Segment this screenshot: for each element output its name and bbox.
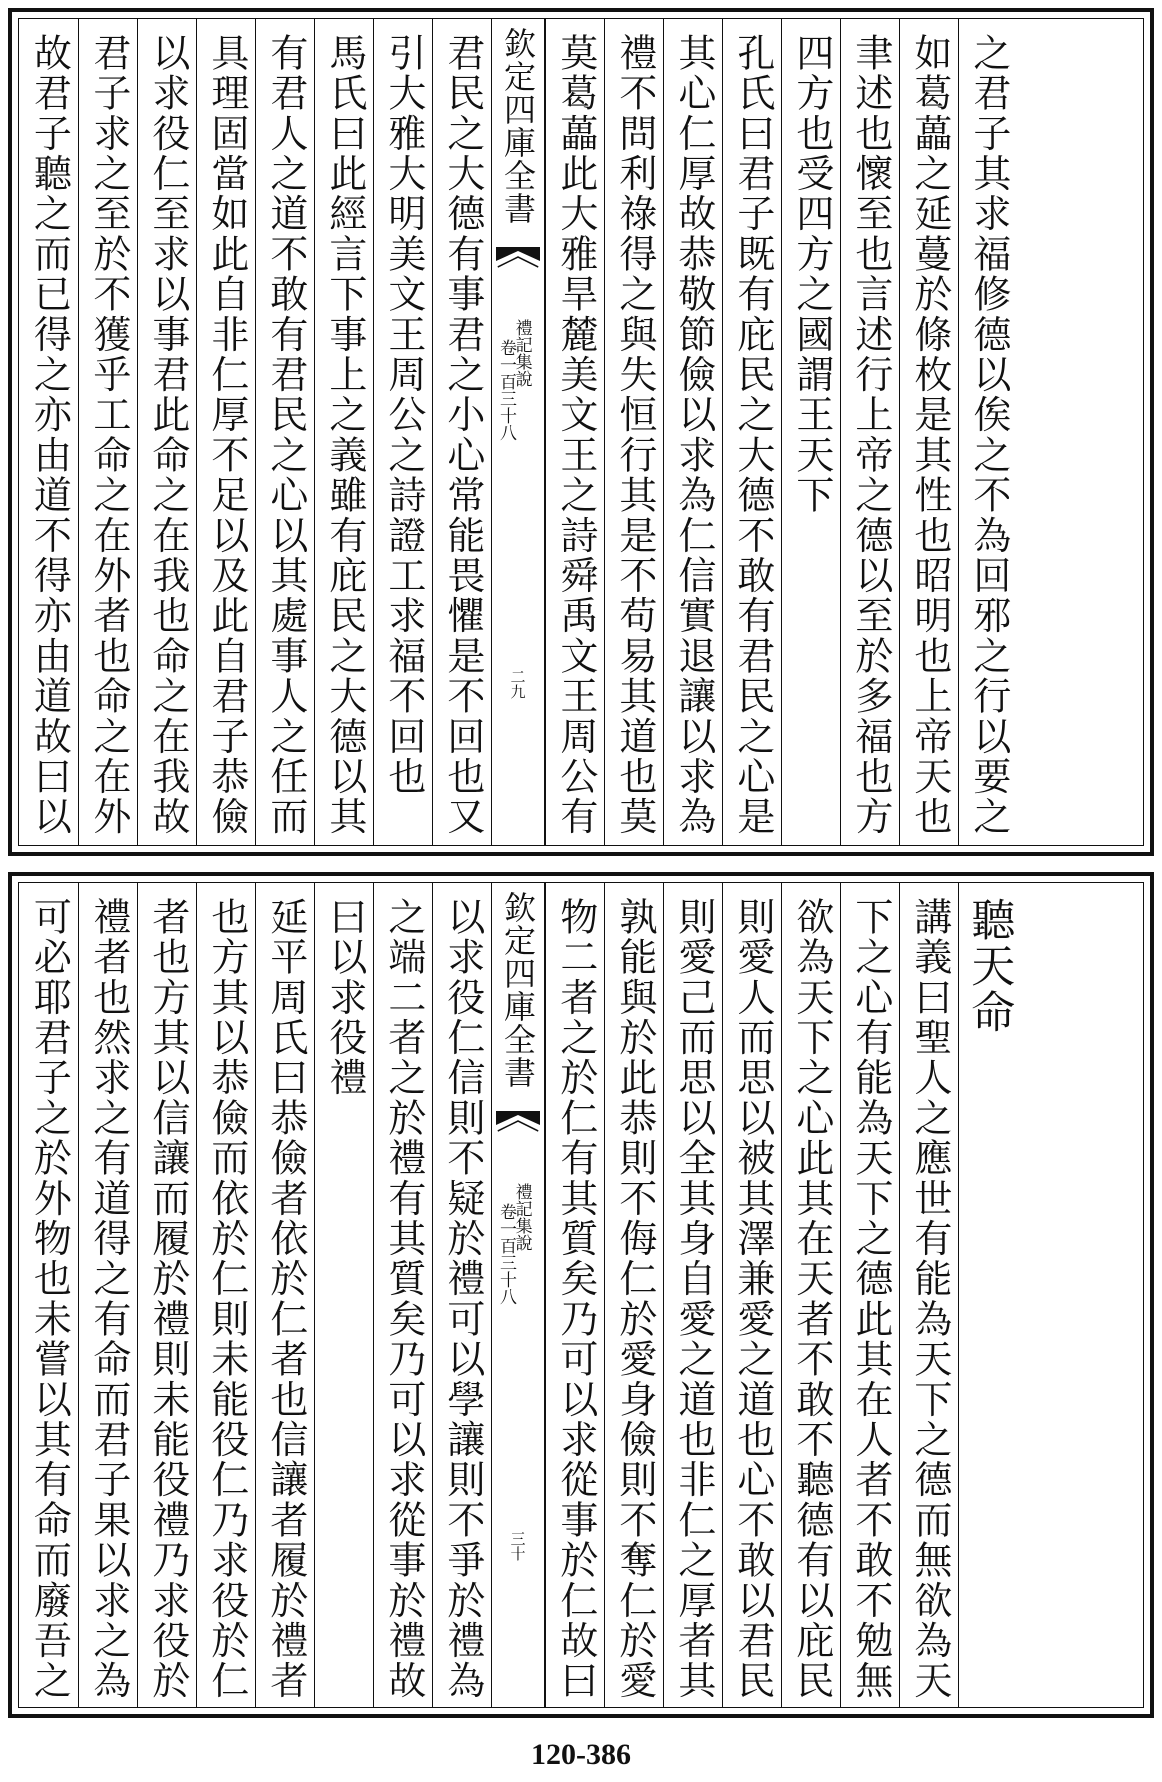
column-text: 講義曰聖人之應世有能為天下之德而無欲為天	[907, 897, 952, 1701]
text-column	[314, 883, 373, 1707]
column-text: 可必耶君子之於外物也未嘗以其有命而廢吾之	[27, 897, 72, 1701]
page-number: 120-386	[531, 1738, 631, 1771]
text-column	[899, 19, 958, 845]
text-column	[604, 19, 663, 845]
book-title: 禮記集說	[511, 319, 532, 387]
text-column	[781, 19, 840, 845]
text-column	[545, 883, 604, 1707]
column-text: 禮不問利祿得之與失恒行其是不苟易其道也莫	[612, 33, 657, 837]
column-text: 聿述也懷至也言述行上帝之德以至於多福也方	[848, 33, 893, 837]
leaf-number: 三十	[508, 1531, 527, 1561]
collection-title: 欽定四庫全書	[499, 891, 537, 1089]
text-column	[78, 883, 137, 1707]
text-column	[432, 19, 491, 845]
column-text: 其心仁厚故恭敬節儉以求為仁信實退讓以求為	[671, 33, 716, 837]
page-top-columns	[19, 19, 1143, 845]
center-header	[491, 19, 545, 845]
text-column	[604, 883, 663, 1707]
text-column	[545, 19, 604, 845]
column-text: 則愛己而思以全其身自愛之道也非仁之厚者其	[671, 897, 716, 1701]
column-text: 以求役仁信則不疑於禮可以學讓則不爭於禮為	[440, 897, 485, 1701]
text-column	[958, 19, 1017, 845]
column-text: 以求役仁至求以事君此命之在我也命之在我故	[145, 33, 190, 837]
column-text: 孰能與於此恭則不侮仁於愛身儉則不奪仁於愛	[612, 897, 657, 1701]
column-text: 莫葛藟此大雅旱麓美文王之詩舜禹文王周公有	[553, 33, 598, 837]
text-column	[958, 883, 1017, 1707]
leaf-number: 二九	[508, 669, 527, 699]
text-column	[255, 883, 314, 1707]
column-text: 曰以求役禮	[322, 897, 367, 1098]
text-column	[19, 19, 78, 845]
collection-title: 欽定四庫全書	[499, 27, 537, 225]
text-column	[373, 883, 432, 1707]
fish-tail-mark-icon	[496, 1111, 540, 1137]
text-column	[19, 883, 78, 1707]
text-column	[781, 883, 840, 1707]
text-column	[137, 19, 196, 845]
column-text: 者也方其以信讓而履於禮則未能役禮乃求役於	[145, 897, 190, 1701]
text-column	[196, 883, 255, 1707]
text-column	[722, 19, 781, 845]
column-text: 如葛藟之延蔓於條枚是其性也昭明也上帝天也	[907, 33, 952, 837]
column-text: 也方其以恭儉而依於仁則未能役仁乃求役於仁	[204, 897, 249, 1701]
column-text: 孔氏曰君子既有庇民之大德不敢有君民之心是	[730, 33, 775, 837]
section-heading: 聽天命	[963, 897, 1015, 1035]
page-bottom-frame	[18, 882, 1144, 1708]
column-text: 有君人之道不敢有君民之心以其處事人之任而	[263, 33, 308, 837]
text-column	[137, 883, 196, 1707]
text-column	[314, 19, 373, 845]
book-title: 禮記集說	[511, 1183, 532, 1251]
column-text: 具理固當如此自非仁厚不足以及此自君子恭儉	[204, 33, 249, 837]
text-column	[78, 19, 137, 845]
volume-number: 卷一百三十八	[496, 1203, 517, 1305]
text-column	[196, 19, 255, 845]
text-column	[663, 883, 722, 1707]
text-column	[840, 19, 899, 845]
fish-tail-mark-icon	[496, 247, 540, 273]
text-column	[255, 19, 314, 845]
column-text: 引大雅大明美文王周公之詩證工求福不回也	[381, 33, 426, 797]
text-column	[722, 883, 781, 1707]
page-top	[8, 8, 1154, 856]
page-top-frame	[18, 18, 1144, 846]
column-text: 禮者也然求之有道得之有命而君子果以求之為	[86, 897, 131, 1701]
column-text: 之君子其求福修德以俟之不為回邪之行以要之	[966, 33, 1011, 837]
text-column	[432, 883, 491, 1707]
column-text: 馬氏曰此經言下事上之義雖有庇民之大德以其	[322, 33, 367, 837]
column-text: 故君子聽之而已得之亦由道不得亦由道故曰以	[27, 33, 72, 837]
center-header	[491, 883, 545, 1707]
text-column	[899, 883, 958, 1707]
column-text: 君民之大德有事君之小心常能畏懼是不回也又	[440, 33, 485, 837]
column-text: 延平周氏曰恭儉者依於仁者也信讓者履於禮者	[263, 897, 308, 1701]
column-text: 君子求之至於不獲乎工命之在外者也命之在外	[86, 33, 131, 837]
text-column	[663, 19, 722, 845]
column-text: 則愛人而思以被其澤兼愛之道也心不敢以君民	[730, 897, 775, 1701]
page-bottom	[8, 872, 1154, 1718]
column-text: 之端二者之於禮有其質矣乃可以求從事於禮故	[381, 897, 426, 1701]
column-text: 下之心有能為天下之德此其在人者不敢不勉無	[848, 897, 893, 1701]
volume-number: 卷一百三十八	[496, 339, 517, 441]
column-text: 欲為天下之心此其在天者不敢不聽德有以庇民	[789, 897, 834, 1701]
text-column	[840, 883, 899, 1707]
column-text: 物二者之於仁有其質矣乃可以求從事於仁故曰	[553, 897, 598, 1701]
page-bottom-columns	[19, 883, 1143, 1707]
column-text: 四方也受四方之國謂王天下	[789, 33, 834, 516]
text-column	[373, 19, 432, 845]
